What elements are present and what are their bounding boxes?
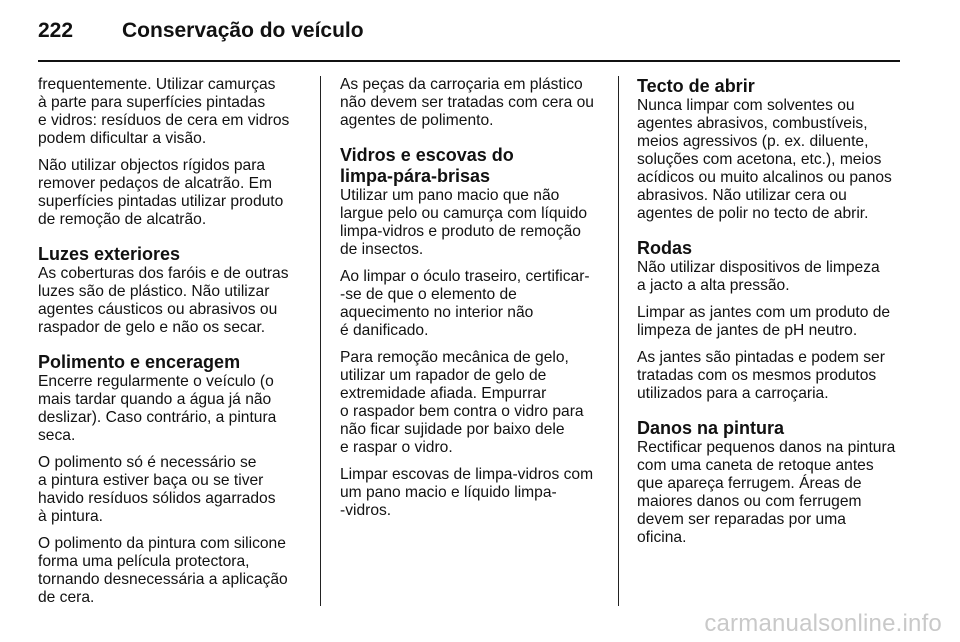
- page-number: 222: [38, 19, 74, 42]
- text-line: não devem ser tratadas com cera ou: [340, 94, 594, 111]
- paragraph: [340, 76, 610, 130]
- text-line: forma uma película protectora,: [38, 553, 250, 570]
- column-divider: [618, 76, 619, 606]
- text-line: de remoção de alcatrão.: [38, 211, 207, 228]
- text-line: não ficar sujidade por baixo dele: [340, 421, 565, 438]
- paragraph: [637, 439, 907, 547]
- text-line: -vidros.: [340, 502, 392, 519]
- text-line: à parte para superfícies pintadas: [38, 94, 266, 111]
- column-divider: [320, 76, 321, 606]
- text-line: agentes de polimento.: [340, 112, 494, 129]
- text-line: de insectos.: [340, 241, 424, 258]
- paragraph: [340, 349, 610, 457]
- text-line: agentes cáusticos ou abrasivos ou: [38, 301, 278, 318]
- page-title: Conservação do veículo: [122, 19, 364, 42]
- text-line: O polimento só é necessário se: [38, 454, 257, 471]
- text-line: deslizar). Caso contrário, a pintura: [38, 409, 277, 426]
- text-line: de cera.: [38, 589, 95, 606]
- text-line: a pintura estiver baça ou se tiver: [38, 472, 264, 489]
- text-line: e vidros: resíduos de cera em vidros: [38, 112, 290, 129]
- paragraph: [38, 535, 308, 607]
- text-line: agentes abrasivos, combustíveis,: [637, 115, 868, 132]
- text-line: frequentemente. Utilizar camurças: [38, 76, 276, 93]
- text-line: utilizar um rapador de gelo de: [340, 367, 547, 384]
- text-line: Não utilizar objectos rígidos para: [38, 157, 266, 174]
- text-line: agentes de polir no tecto de abrir.: [637, 205, 869, 222]
- text-line: oficina.: [637, 529, 687, 546]
- text-line: utilizados para a carroçaria.: [637, 385, 829, 402]
- text-line: mais tardar quando a água já não: [38, 391, 272, 408]
- paragraph: [637, 259, 907, 295]
- section-heading-luzes-exteriores: Luzes exteriores: [38, 244, 181, 264]
- text-line: acídicos ou muito alcalinos ou panos: [637, 169, 892, 186]
- text-line: maiores danos ou com ferrugem: [637, 493, 862, 510]
- text-line: seca.: [38, 427, 76, 444]
- text-line: Para remoção mecânica de gelo,: [340, 349, 569, 366]
- text-line: tratadas com os mesmos produtos: [637, 367, 877, 384]
- text-line: Utilizar um pano macio que não: [340, 187, 560, 204]
- page-header: [38, 14, 364, 48]
- section-heading-vidros: [340, 145, 610, 187]
- watermark-text: carmanualsonline.info: [704, 610, 942, 637]
- text-line: luzes são de plástico. Não utilizar: [38, 283, 270, 300]
- text-line: à pintura.: [38, 508, 104, 525]
- text-line: a jacto a alta pressão.: [637, 277, 790, 294]
- text-line: O polimento da pintura com silicone: [38, 535, 286, 552]
- section-heading-polimento: Polimento e enceragem: [38, 352, 241, 372]
- section-heading-rodas: Rodas: [637, 238, 693, 258]
- paragraph: [38, 454, 308, 526]
- text-line: Rectificar pequenos danos na pintura: [637, 439, 896, 456]
- text-line: Limpar escovas de limpa-vidros com: [340, 466, 594, 483]
- heading-line: Vidros e escovas do: [340, 145, 514, 165]
- heading-line: limpa-pára-brisas: [340, 166, 491, 186]
- text-line: o raspador bem contra o vidro para: [340, 403, 584, 420]
- text-line: Ao limpar o óculo traseiro, certificar-: [340, 268, 590, 285]
- section-heading-danos-na-pintura: Danos na pintura: [637, 418, 785, 438]
- text-line: havido resíduos sólidos agarrados: [38, 490, 276, 507]
- paragraph: [38, 157, 308, 229]
- text-line: Encerre regularmente o veículo (o: [38, 373, 274, 390]
- text-line: devem ser reparadas por uma: [637, 511, 846, 528]
- text-line: -se de que o elemento de: [340, 286, 517, 303]
- paragraph: [38, 76, 308, 148]
- text-line: tornando desnecessária a aplicação: [38, 571, 288, 588]
- header-rule: [38, 60, 900, 62]
- section-heading-tecto-de-abrir: Tecto de abrir: [637, 76, 755, 96]
- text-line: largue pelo ou camurça com líquido: [340, 205, 588, 222]
- paragraph: [637, 304, 907, 340]
- text-line: limpeza de jantes de pH neutro.: [637, 322, 858, 339]
- paragraph: [637, 97, 907, 223]
- text-line: é danificado.: [340, 322, 429, 339]
- column-3: [637, 76, 907, 556]
- text-line: aquecimento no interior não: [340, 304, 534, 321]
- text-line: As jantes são pintadas e podem ser: [637, 349, 885, 366]
- text-line: Limpar as jantes com um produto de: [637, 304, 891, 321]
- text-line: As peças da carroçaria em plástico: [340, 76, 583, 93]
- text-line: soluções com acetona, etc.), meios: [637, 151, 882, 168]
- text-line: raspador de gelo e não os secar.: [38, 319, 266, 336]
- text-line: meios agressivos (p. ex. diluente,: [637, 133, 869, 150]
- paragraph: [340, 466, 610, 520]
- paragraph: [340, 187, 610, 259]
- text-line: com uma caneta de retoque antes: [637, 457, 874, 474]
- text-line: limpa-vidros e produto de remoção: [340, 223, 581, 240]
- paragraph: [38, 265, 308, 337]
- text-line: extremidade afiada. Empurrar: [340, 385, 547, 402]
- paragraph: [340, 268, 610, 340]
- text-line: e raspar o vidro.: [340, 439, 453, 456]
- column-2: [340, 76, 610, 529]
- text-line: um pano macio e líquido limpa-: [340, 484, 557, 501]
- text-line: Não utilizar dispositivos de limpeza: [637, 259, 880, 276]
- paragraph: [38, 373, 308, 445]
- text-line: que apareça ferrugem. Áreas de: [637, 475, 862, 492]
- text-line: superfícies pintadas utilizar produto: [38, 193, 284, 210]
- text-line: remover pedaços de alcatrão. Em: [38, 175, 273, 192]
- text-line: abrasivos. Não utilizar cera ou: [637, 187, 847, 204]
- paragraph: [637, 349, 907, 403]
- text-line: podem dificultar a visão.: [38, 130, 207, 147]
- text-line: Nunca limpar com solventes ou: [637, 97, 855, 114]
- text-line: As coberturas dos faróis e de outras: [38, 265, 289, 282]
- column-1: [38, 76, 308, 616]
